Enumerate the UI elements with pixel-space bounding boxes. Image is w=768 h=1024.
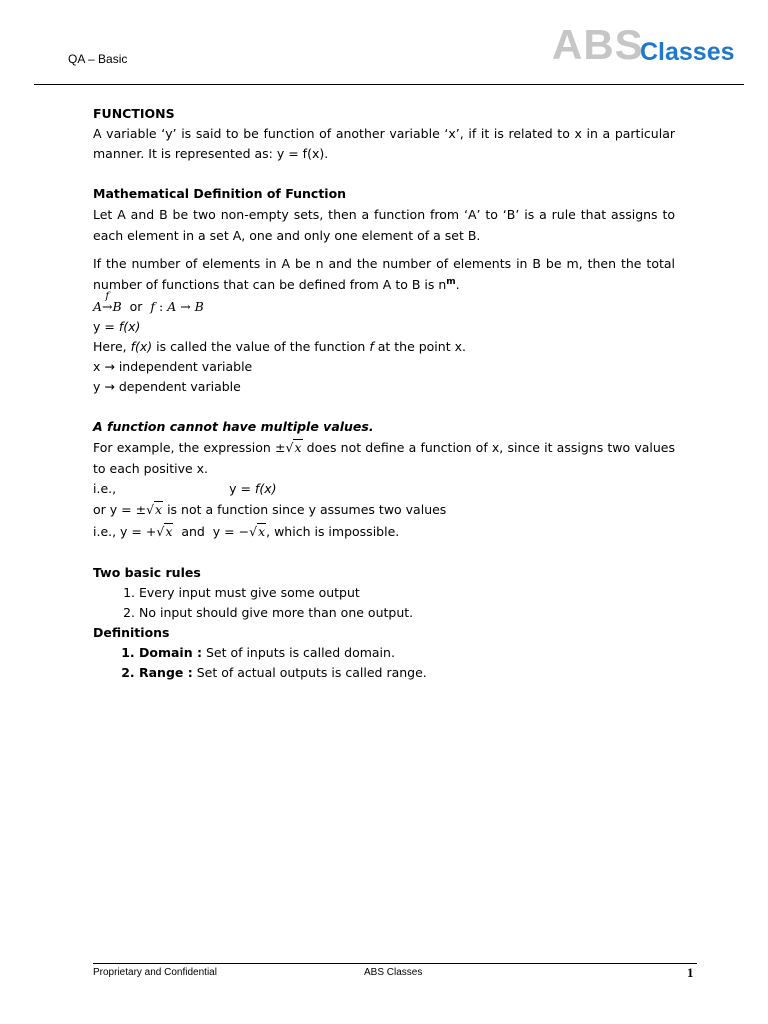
rules-heading: Two basic rules <box>93 565 201 580</box>
logo-abs-text: ABS <box>552 21 644 68</box>
list-item: 1. Every input must give some output <box>139 583 675 603</box>
exponent-m: m <box>446 276 456 287</box>
here-line: Here, f(x) is called the value of the function f at the point x. <box>93 339 466 354</box>
function-notation: A f →B or f : A → B <box>93 297 675 317</box>
ie-impossible-line: i.e., y = +√x and y = −√x, which is impossible. <box>93 524 400 539</box>
math-def-heading: Mathematical Definition of Function <box>93 186 347 201</box>
definitions-heading: Definitions <box>93 625 170 640</box>
header-section-label: QA – Basic <box>68 52 128 66</box>
definitions-list <box>93 643 675 683</box>
or-line: or y = ±√x is not a function since y assumes two values <box>93 502 447 517</box>
y-equals-fx: y = f(x) <box>93 319 141 334</box>
abs-classes-logo <box>552 21 752 68</box>
mapping-arrow: f → <box>102 291 113 314</box>
independent-variable-line: x → independent variable <box>93 359 253 374</box>
list-item: 2. Range : Set of actual outputs is called range. <box>139 663 675 683</box>
rules-list <box>93 583 675 623</box>
ie-line: i.e., y = f(x) <box>93 481 277 496</box>
example-paragraph: For example, the expression ±√x does not define a function of x, since it assigns two values to each positive x. <box>93 440 675 476</box>
intro-paragraph: A variable ‘y’ is said to be function of another variable ‘x’, if it is related to x in a particular manner. It is represented as: y = f(x). <box>93 126 675 161</box>
footer-confidential: Proprietary and Confidential <box>93 967 217 978</box>
logo-classes-text: Classes <box>640 38 735 66</box>
math-def-paragraph: Let A and B be two non-empty sets, then a function from ‘A’ to ‘B’ is a rule that assigns to each element in a set A, one and only one element of a set B. <box>93 207 675 243</box>
footer-company: ABS Classes <box>364 967 423 978</box>
list-item: 2. No input should give more than one output. <box>139 603 675 623</box>
dependent-variable-line: y → dependent variable <box>93 379 241 394</box>
footer-divider <box>93 963 697 964</box>
section-title: FUNCTIONS <box>93 106 175 121</box>
page-number: 1 <box>687 965 694 980</box>
header-divider <box>34 84 744 85</box>
page-content <box>93 104 675 683</box>
multi-values-heading: A function cannot have multiple values. <box>93 419 374 434</box>
list-item: 1. Domain : Set of inputs is called domain. <box>139 643 675 663</box>
function-count-paragraph: If the number of elements in A be n and the number of elements in B be m, then the total number of functions that can be defined from A to B is $n^m$. <box>93 256 675 292</box>
